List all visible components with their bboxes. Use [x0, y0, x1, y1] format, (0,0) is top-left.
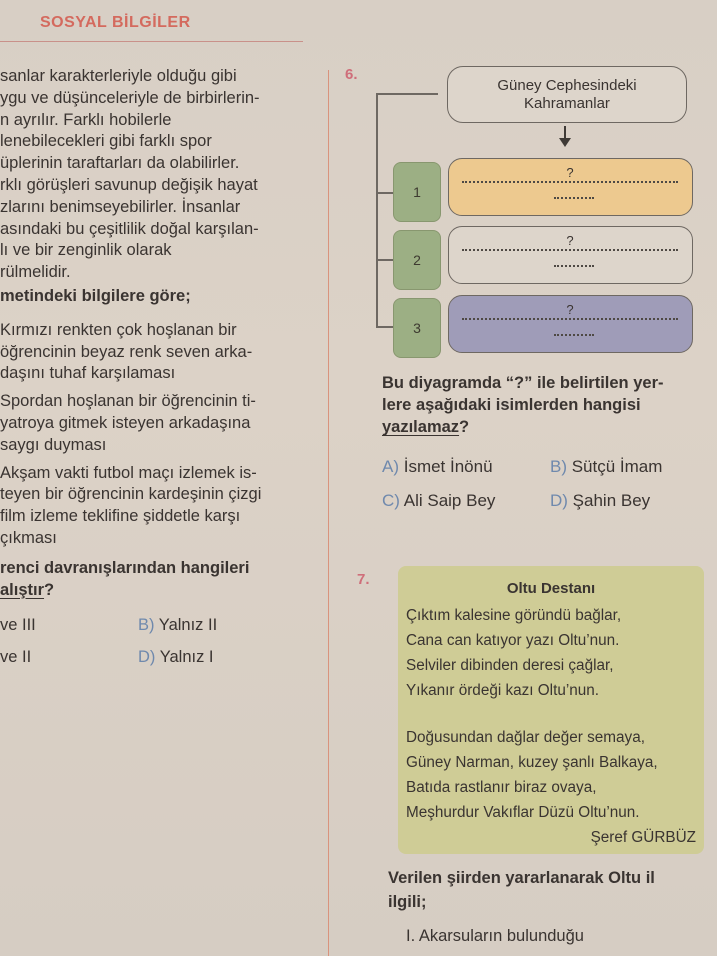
- question-line-1: renci davranışlarından hangileri: [0, 558, 250, 577]
- answer-box-2: [448, 226, 693, 284]
- page-header-title: SOSYAL BİLGİLER: [40, 14, 191, 31]
- statement-line: Kırmızı renkten çok hoşlanan bir: [0, 320, 237, 339]
- question-6-stem: [382, 372, 712, 438]
- option-d[interactable]: [138, 647, 214, 669]
- statement-line: teyen bir öğrencinin kardeşinin çizgi: [0, 485, 262, 504]
- stem-line: Verilen şiirden yararlanarak Oltu il: [388, 869, 655, 887]
- statement-item-3: [0, 463, 318, 550]
- poem-line: Meşhurdur Vakıflar Düzü Oltu’nun.: [406, 804, 640, 821]
- question-7-stem: [388, 866, 717, 914]
- dotted-line: [554, 334, 594, 336]
- poem-author: Şeref GÜRBÜZ: [590, 829, 696, 846]
- options-row-1: [0, 615, 318, 637]
- poem-line: Selviler dibinden deresi çağlar,: [406, 657, 614, 674]
- statement-item-2: [0, 391, 318, 456]
- poem-title: Oltu Destanı: [506, 580, 596, 597]
- left-column-question: [0, 66, 318, 669]
- statement-item-1: [0, 320, 318, 385]
- question-line-2: [0, 580, 318, 602]
- question-placeholder: ?: [566, 233, 574, 248]
- statement-line: çıkması: [0, 528, 57, 547]
- diagram-title-box: [447, 66, 687, 123]
- question-placeholder: ?: [566, 302, 574, 317]
- option-text: İsmet İnönü: [399, 457, 493, 476]
- passage-line: lı ve bir zenginlik olarak: [0, 241, 172, 260]
- question-mark: ?: [459, 418, 470, 436]
- bracket-branch-2: [376, 259, 394, 261]
- passage-line: sanlar karakterleriyle olduğu gibi: [0, 67, 237, 85]
- options-row-2: [0, 647, 318, 669]
- stem-line: [382, 416, 712, 438]
- dotted-line: [462, 165, 678, 183]
- statement-line: Akşam vakti futbol maçı izlemek is-: [0, 463, 257, 482]
- poem-line: Güney Narman, kuzey şanlı Balkaya,: [406, 754, 658, 771]
- passage-line: üplerinin taraftarları da olabilirler.: [0, 154, 240, 173]
- answer-box-3: [448, 295, 693, 353]
- poem-line: Batıda rastlanır biraz ovaya,: [406, 779, 597, 796]
- question-underlined: alıştır: [0, 580, 45, 599]
- stem-line: Bu diyagramda “?” ile belirtilen yer-: [382, 374, 664, 392]
- poem-line: Cana can katıyor yazı Oltu’nun.: [406, 632, 620, 649]
- passage-line: ygu ve düşünceleriyle de birbirlerin-: [0, 88, 260, 107]
- arrow-head-icon: [559, 138, 571, 147]
- option-text: Yalnız II: [154, 616, 218, 635]
- statement-line: film izleme teklifine şiddetle karşı: [0, 507, 241, 526]
- dotted-line: [554, 197, 594, 199]
- answer-box-1: [448, 158, 693, 216]
- option-letter: C): [382, 491, 400, 510]
- diagram-title-line: Güney Cephesindeki: [497, 77, 637, 94]
- question-7-item-1: I. Akarsuların bulunduğu: [406, 927, 584, 945]
- row-number-box-2: 2: [393, 230, 441, 290]
- option-letter: D): [550, 491, 568, 510]
- poem-box: [398, 566, 704, 854]
- statement-line: Spordan hoşlanan bir öğrencinin ti-: [0, 392, 256, 411]
- dotted-line: [462, 233, 678, 251]
- question-7-number: 7.: [357, 571, 370, 588]
- passage-line: n ayrılır. Farklı hobilerle: [0, 110, 172, 129]
- option-a[interactable]: [382, 450, 550, 484]
- diagram-title-line: Kahramanlar: [524, 95, 610, 112]
- option-letter: D): [138, 648, 156, 667]
- stanza-gap: [406, 703, 704, 725]
- dotted-line: [462, 302, 678, 320]
- passage-prompt: metindeki bilgilere göre;: [0, 286, 191, 305]
- poem-line: Yıkanır ördeği kazı Oltu’nun.: [406, 682, 600, 699]
- option-text: Yalnız I: [155, 648, 214, 667]
- option-text: Ali Saip Bey: [399, 491, 496, 510]
- question-6-options: [382, 450, 717, 518]
- stem-underlined: yazılamaz: [382, 418, 460, 436]
- row-number-box-1: 1: [393, 162, 441, 222]
- statement-line: öğrencinin beyaz renk seven arka-: [0, 342, 253, 361]
- question-placeholder: ?: [566, 165, 574, 180]
- option-letter: B): [138, 616, 155, 635]
- passage-line: rklı görüşleri savunup değişik hayat: [0, 175, 258, 194]
- passage-line: rülmelidir.: [0, 263, 71, 282]
- option-c-partial[interactable]: ve II: [0, 648, 32, 667]
- bracket-branch-1: [376, 192, 394, 194]
- passage-line: zlarını benimseyebilirler. İnsanlar: [0, 197, 241, 216]
- option-d[interactable]: [550, 484, 717, 518]
- option-b[interactable]: [138, 615, 217, 637]
- option-c[interactable]: [382, 484, 550, 518]
- dotted-line: [554, 265, 594, 267]
- poem-line: Çıktım kalesine göründü bağlar,: [406, 607, 622, 624]
- statement-line: saygı duyması: [0, 435, 107, 454]
- header-rule: [0, 41, 303, 42]
- stem-line: ilgili;: [388, 893, 427, 911]
- option-letter: A): [382, 457, 399, 476]
- statement-line: yatroya gitmek isteyen arkadaşına: [0, 413, 251, 432]
- stem-line: lere aşağıdaki isimlerden hangisi: [382, 396, 641, 414]
- passage: [0, 66, 318, 284]
- passage-line: asındaki bu çeşitlilik doğal karşılan-: [0, 219, 259, 238]
- row-number-box-3: 3: [393, 298, 441, 358]
- passage-line: lenebilecekleri gibi farklı spor: [0, 132, 212, 151]
- poem-line: Doğusundan dağlar değer semaya,: [406, 729, 645, 746]
- option-text: Şahin Bey: [567, 491, 651, 510]
- option-b[interactable]: [550, 450, 717, 484]
- column-divider: [328, 70, 329, 956]
- option-letter: B): [550, 457, 567, 476]
- question-6-number: 6.: [345, 66, 358, 83]
- statement-line: daşını tuhaf karşılaması: [0, 364, 176, 383]
- bracket-top-line: [376, 93, 438, 95]
- bracket-branch-3: [376, 326, 394, 328]
- question-mark: ?: [44, 580, 55, 599]
- bracket-vertical-line: [376, 93, 378, 326]
- option-text: Sütçü İmam: [567, 457, 663, 476]
- option-a-partial[interactable]: ve III: [0, 616, 36, 635]
